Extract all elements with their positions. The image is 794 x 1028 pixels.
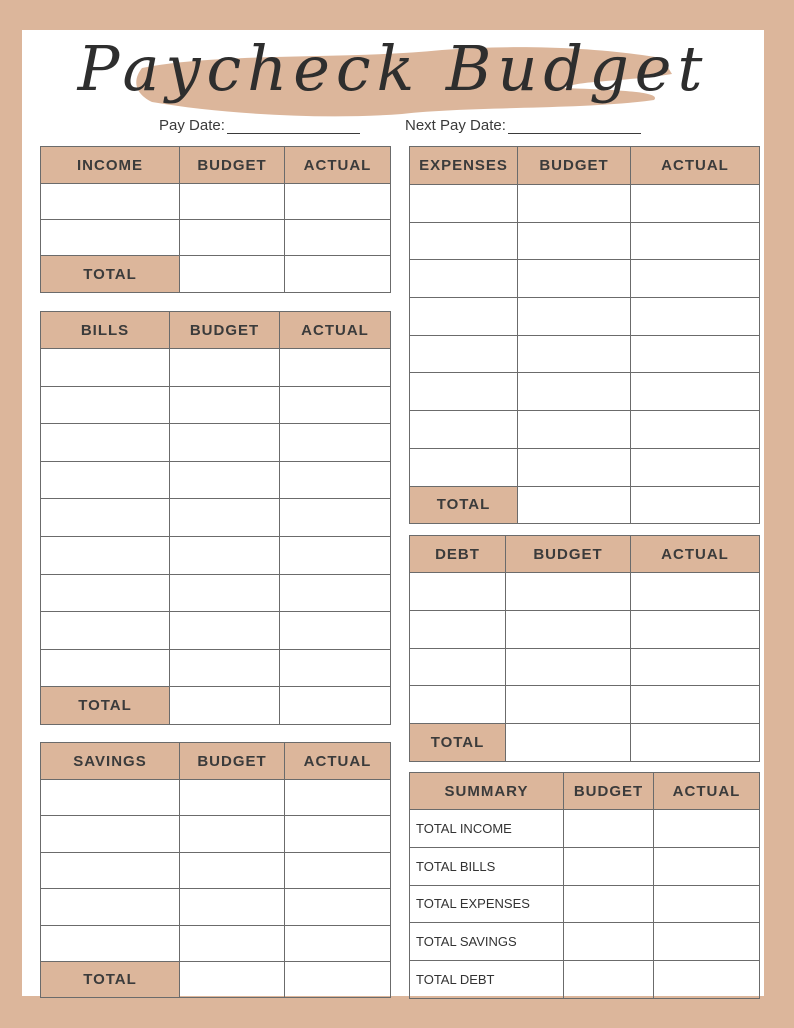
summary-cell[interactable] <box>654 847 760 885</box>
bills-cell[interactable] <box>41 349 170 387</box>
expenses-cell[interactable] <box>410 298 518 336</box>
debt-cell[interactable] <box>631 573 760 611</box>
savings-cell[interactable] <box>285 925 391 961</box>
table-row <box>41 499 391 537</box>
debt-cell[interactable] <box>506 573 631 611</box>
bills-total-actual-cell[interactable] <box>280 687 391 725</box>
bills-cell[interactable] <box>170 424 280 462</box>
savings-cell[interactable] <box>41 852 180 888</box>
savings-cell[interactable] <box>285 816 391 852</box>
savings-total-label: TOTAL <box>41 961 180 997</box>
expenses-cell[interactable] <box>631 335 760 373</box>
expenses-budget-header: BUDGET <box>518 147 631 185</box>
table-row <box>410 610 760 648</box>
expenses-cell[interactable] <box>518 260 631 298</box>
expenses-cell[interactable] <box>631 373 760 411</box>
expenses-heading: EXPENSES <box>410 147 518 185</box>
debt-table <box>409 535 760 762</box>
expenses-total-row <box>410 486 760 523</box>
bills-cell[interactable] <box>41 386 170 424</box>
table-row <box>41 649 391 687</box>
debt-cell[interactable] <box>506 610 631 648</box>
table-row <box>410 810 760 848</box>
table-row <box>41 220 391 256</box>
bills-cell[interactable] <box>280 386 391 424</box>
table-row <box>410 373 760 411</box>
summary-table <box>409 772 760 999</box>
table-row <box>41 780 391 816</box>
bills-cell[interactable] <box>170 461 280 499</box>
bills-cell[interactable] <box>170 386 280 424</box>
expenses-cell[interactable] <box>631 185 760 223</box>
savings-cell[interactable] <box>41 780 180 816</box>
expenses-total-budget-cell[interactable] <box>518 486 631 523</box>
debt-cell[interactable] <box>506 686 631 724</box>
expenses-total-label: TOTAL <box>410 486 518 523</box>
savings-total-row <box>41 961 391 997</box>
table-row <box>410 686 760 724</box>
bills-actual-header: ACTUAL <box>280 312 391 349</box>
bills-table <box>40 311 391 725</box>
savings-total-actual-cell[interactable] <box>285 961 391 997</box>
debt-cell[interactable] <box>410 610 506 648</box>
income-total-label: TOTAL <box>41 256 180 293</box>
table-row <box>410 335 760 373</box>
summary-cell[interactable] <box>564 885 654 923</box>
bills-cell[interactable] <box>280 499 391 537</box>
savings-cell[interactable] <box>180 925 285 961</box>
debt-cell[interactable] <box>631 686 760 724</box>
debt-cell[interactable] <box>506 648 631 686</box>
table-row <box>410 847 760 885</box>
table-row <box>410 573 760 611</box>
debt-cell[interactable] <box>410 686 506 724</box>
budget-sheet <box>22 30 764 996</box>
summary-heading: SUMMARY <box>410 773 564 810</box>
table-row <box>41 349 391 387</box>
bills-cell[interactable] <box>170 574 280 612</box>
table-row <box>410 961 760 999</box>
savings-cell[interactable] <box>41 889 180 925</box>
savings-cell[interactable] <box>285 780 391 816</box>
pay-date-row <box>22 117 764 137</box>
debt-total-budget-cell[interactable] <box>506 724 631 762</box>
savings-cell[interactable] <box>41 816 180 852</box>
title-area <box>22 30 764 125</box>
summary-cell[interactable] <box>564 961 654 999</box>
expenses-cell[interactable] <box>410 448 518 486</box>
savings-cell[interactable] <box>41 925 180 961</box>
expenses-cell[interactable] <box>410 335 518 373</box>
next-pay-date-label: Next Pay Date: <box>405 117 506 134</box>
expenses-cell[interactable] <box>631 411 760 449</box>
bills-cell[interactable] <box>170 612 280 650</box>
expenses-cell[interactable] <box>631 448 760 486</box>
bills-cell[interactable] <box>170 499 280 537</box>
bills-cell[interactable] <box>280 574 391 612</box>
expenses-cell[interactable] <box>410 185 518 223</box>
next-pay-date-line[interactable] <box>508 119 641 134</box>
debt-cell[interactable] <box>410 648 506 686</box>
pay-date-field[interactable] <box>159 117 360 134</box>
bills-cell[interactable] <box>280 461 391 499</box>
summary-cell[interactable] <box>654 961 760 999</box>
savings-actual-header: ACTUAL <box>285 743 391 780</box>
income-cell[interactable] <box>180 184 285 220</box>
bills-cell[interactable] <box>41 499 170 537</box>
expenses-cell[interactable] <box>410 411 518 449</box>
summary-cell[interactable] <box>564 847 654 885</box>
expenses-cell[interactable] <box>410 373 518 411</box>
savings-total-budget-cell[interactable] <box>180 961 285 997</box>
summary-total-expenses-label: TOTAL EXPENSES <box>410 885 564 923</box>
expenses-cell[interactable] <box>518 373 631 411</box>
bills-cell[interactable] <box>170 649 280 687</box>
table-row <box>41 612 391 650</box>
expenses-cell[interactable] <box>518 222 631 260</box>
bills-cell[interactable] <box>280 424 391 462</box>
table-row <box>410 185 760 223</box>
bills-cell[interactable] <box>41 612 170 650</box>
expenses-cell[interactable] <box>518 448 631 486</box>
summary-cell[interactable] <box>564 810 654 848</box>
expenses-cell[interactable] <box>631 298 760 336</box>
table-row <box>41 461 391 499</box>
table-row <box>410 885 760 923</box>
bills-cell[interactable] <box>41 424 170 462</box>
expenses-total-actual-cell[interactable] <box>631 486 760 523</box>
bills-cell[interactable] <box>41 574 170 612</box>
bills-cell[interactable] <box>280 349 391 387</box>
expenses-actual-header: ACTUAL <box>631 147 760 185</box>
page-title: Paycheck Budget <box>77 32 709 105</box>
debt-total-row <box>410 724 760 762</box>
income-cell[interactable] <box>285 184 391 220</box>
pay-date-label: Pay Date: <box>159 117 225 134</box>
income-cell[interactable] <box>285 220 391 256</box>
expenses-cell[interactable] <box>631 222 760 260</box>
income-cell[interactable] <box>41 220 180 256</box>
next-pay-date-field[interactable] <box>405 117 641 134</box>
income-actual-header: ACTUAL <box>285 147 391 184</box>
table-row <box>410 411 760 449</box>
debt-heading: DEBT <box>410 536 506 573</box>
bills-total-label: TOTAL <box>41 687 170 725</box>
debt-cell[interactable] <box>631 648 760 686</box>
bills-cell[interactable] <box>170 536 280 574</box>
income-total-budget-cell[interactable] <box>180 256 285 293</box>
income-total-row <box>41 256 391 293</box>
table-row <box>41 424 391 462</box>
table-row <box>410 448 760 486</box>
savings-cell[interactable] <box>285 852 391 888</box>
income-table <box>40 146 391 293</box>
summary-total-income-label: TOTAL INCOME <box>410 810 564 848</box>
expenses-cell[interactable] <box>518 298 631 336</box>
table-row <box>410 648 760 686</box>
savings-table <box>40 742 391 998</box>
table-row <box>41 852 391 888</box>
savings-cell[interactable] <box>180 889 285 925</box>
summary-actual-header: ACTUAL <box>654 773 760 810</box>
summary-total-bills-label: TOTAL BILLS <box>410 847 564 885</box>
savings-cell[interactable] <box>180 852 285 888</box>
table-row <box>41 536 391 574</box>
table-row <box>410 923 760 961</box>
expenses-cell[interactable] <box>518 185 631 223</box>
bills-total-budget-cell[interactable] <box>170 687 280 725</box>
bills-budget-header: BUDGET <box>170 312 280 349</box>
debt-actual-header: ACTUAL <box>631 536 760 573</box>
expenses-table <box>409 146 760 524</box>
summary-total-savings-label: TOTAL SAVINGS <box>410 923 564 961</box>
table-row <box>41 889 391 925</box>
expenses-cell[interactable] <box>410 222 518 260</box>
income-cell[interactable] <box>41 184 180 220</box>
debt-total-label: TOTAL <box>410 724 506 762</box>
summary-budget-header: BUDGET <box>564 773 654 810</box>
summary-cell[interactable] <box>654 923 760 961</box>
bills-cell[interactable] <box>41 536 170 574</box>
savings-cell[interactable] <box>180 816 285 852</box>
summary-cell[interactable] <box>564 923 654 961</box>
table-row <box>410 222 760 260</box>
expenses-cell[interactable] <box>518 335 631 373</box>
table-row <box>41 816 391 852</box>
debt-cell[interactable] <box>410 573 506 611</box>
savings-heading: SAVINGS <box>41 743 180 780</box>
table-row <box>410 298 760 336</box>
bills-cell[interactable] <box>41 461 170 499</box>
bills-cell[interactable] <box>280 612 391 650</box>
bills-total-row <box>41 687 391 725</box>
summary-cell[interactable] <box>654 810 760 848</box>
expenses-cell[interactable] <box>518 411 631 449</box>
income-cell[interactable] <box>180 220 285 256</box>
table-row <box>410 260 760 298</box>
expenses-cell[interactable] <box>410 260 518 298</box>
bills-cell[interactable] <box>280 536 391 574</box>
summary-cell[interactable] <box>654 885 760 923</box>
pay-date-line[interactable] <box>227 119 360 134</box>
debt-budget-header: BUDGET <box>506 536 631 573</box>
expenses-cell[interactable] <box>631 260 760 298</box>
savings-budget-header: BUDGET <box>180 743 285 780</box>
bills-heading: BILLS <box>41 312 170 349</box>
income-heading: INCOME <box>41 147 180 184</box>
savings-cell[interactable] <box>285 889 391 925</box>
table-row <box>41 184 391 220</box>
bills-cell[interactable] <box>280 649 391 687</box>
debt-total-actual-cell[interactable] <box>631 724 760 762</box>
bills-cell[interactable] <box>41 649 170 687</box>
table-row <box>41 386 391 424</box>
table-row <box>41 574 391 612</box>
bills-cell[interactable] <box>170 349 280 387</box>
income-budget-header: BUDGET <box>180 147 285 184</box>
summary-total-debt-label: TOTAL DEBT <box>410 961 564 999</box>
savings-cell[interactable] <box>180 780 285 816</box>
table-row <box>41 925 391 961</box>
income-total-actual-cell[interactable] <box>285 256 391 293</box>
debt-cell[interactable] <box>631 610 760 648</box>
